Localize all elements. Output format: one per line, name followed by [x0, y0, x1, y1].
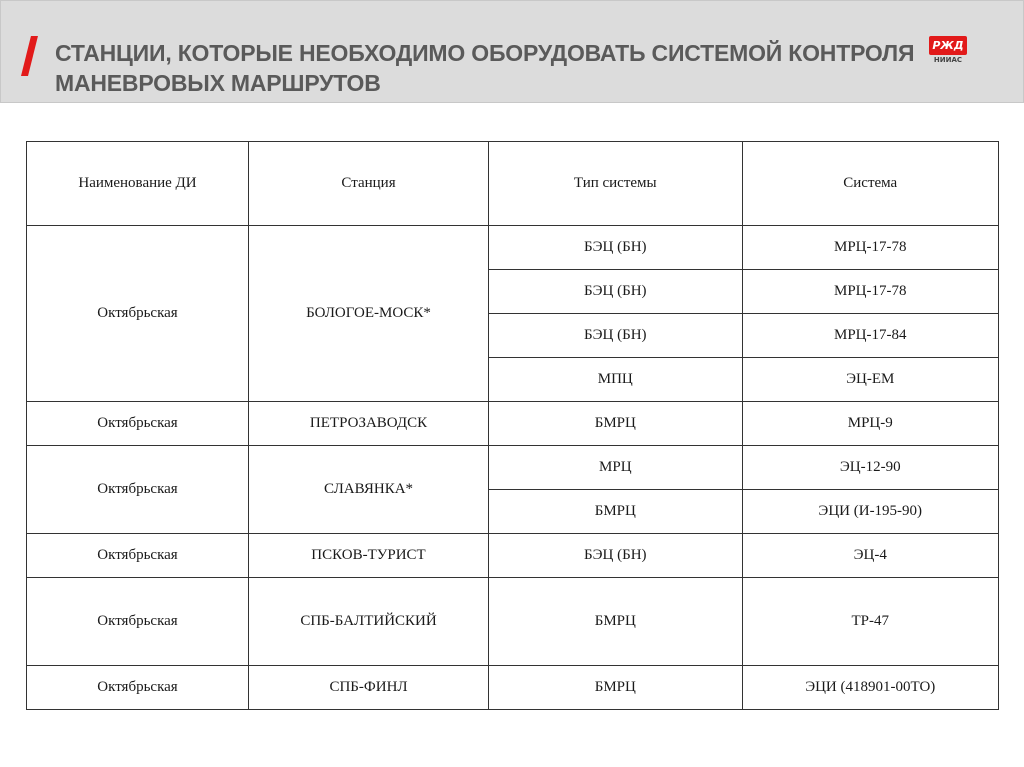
cell-di: Октябрьская — [27, 402, 249, 446]
slide-title-line-2: МАНЕВРОВЫХ МАРШРУТОВ — [55, 70, 381, 96]
header-system-type: Тип системы — [489, 142, 742, 226]
cell-di: Октябрьская — [27, 578, 249, 666]
cell-system-type: БМРЦ — [489, 666, 742, 710]
header-station: Станция — [249, 142, 489, 226]
cell-system: ЭЦИ (И-195-90) — [742, 490, 999, 534]
cell-station: СЛАВЯНКА* — [249, 446, 489, 534]
cell-system-type: МПЦ — [489, 358, 742, 402]
header-system: Система — [742, 142, 999, 226]
cell-system-type: БМРЦ — [489, 578, 742, 666]
table-row — [27, 578, 999, 666]
cell-system-type: БМРЦ — [489, 490, 742, 534]
cell-station: БОЛОГОЕ-МОСК* — [249, 226, 489, 402]
header-di: Наименование ДИ — [27, 142, 249, 226]
cell-system-type: МРЦ — [489, 446, 742, 490]
cell-system: ЭЦ-12-90 — [742, 446, 999, 490]
table-row — [27, 226, 999, 270]
cell-system: МРЦ-9 — [742, 402, 999, 446]
cell-system-type: БЭЦ (БН) — [489, 314, 742, 358]
slide-title — [55, 38, 915, 98]
cell-system-type: БЭЦ (БН) — [489, 534, 742, 578]
cell-system-type: БЭЦ (БН) — [489, 270, 742, 314]
cell-system: ТР-47 — [742, 578, 999, 666]
stations-table — [26, 141, 999, 710]
cell-system-type: БМРЦ — [489, 402, 742, 446]
cell-system: ЭЦ-4 — [742, 534, 999, 578]
cell-system: МРЦ-17-78 — [742, 270, 999, 314]
cell-di: Октябрьская — [27, 446, 249, 534]
cell-station: ПЕТРОЗАВОДСК — [249, 402, 489, 446]
cell-station: ПСКОВ-ТУРИСТ — [249, 534, 489, 578]
cell-system: МРЦ-17-84 — [742, 314, 999, 358]
cell-system: ЭЦ-ЕМ — [742, 358, 999, 402]
cell-system: ЭЦИ (418901-00ТО) — [742, 666, 999, 710]
table-row — [27, 402, 999, 446]
cell-di: Октябрьская — [27, 226, 249, 402]
cell-system: МРЦ-17-78 — [742, 226, 999, 270]
table-row — [27, 534, 999, 578]
rzd-logo — [929, 36, 967, 66]
table-row — [27, 446, 999, 490]
slide-title-line-1: СТАНЦИИ, КОТОРЫЕ НЕОБХОДИМО ОБОРУДОВАТЬ СИСТЕМОЙ КОНТРОЛЯ — [55, 40, 915, 66]
slide-header — [0, 0, 1024, 103]
table-row — [27, 666, 999, 710]
cell-di: Октябрьская — [27, 666, 249, 710]
niias-logo-text: НИИАС — [933, 56, 963, 64]
table-header-row — [27, 142, 999, 226]
cell-di: Октябрьская — [27, 534, 249, 578]
cell-station: СПБ-ФИНЛ — [249, 666, 489, 710]
rzd-logo-mark: РЖД — [929, 36, 967, 55]
cell-station: СПБ-БАЛТИЙСКИЙ — [249, 578, 489, 666]
cell-system-type: БЭЦ (БН) — [489, 226, 742, 270]
